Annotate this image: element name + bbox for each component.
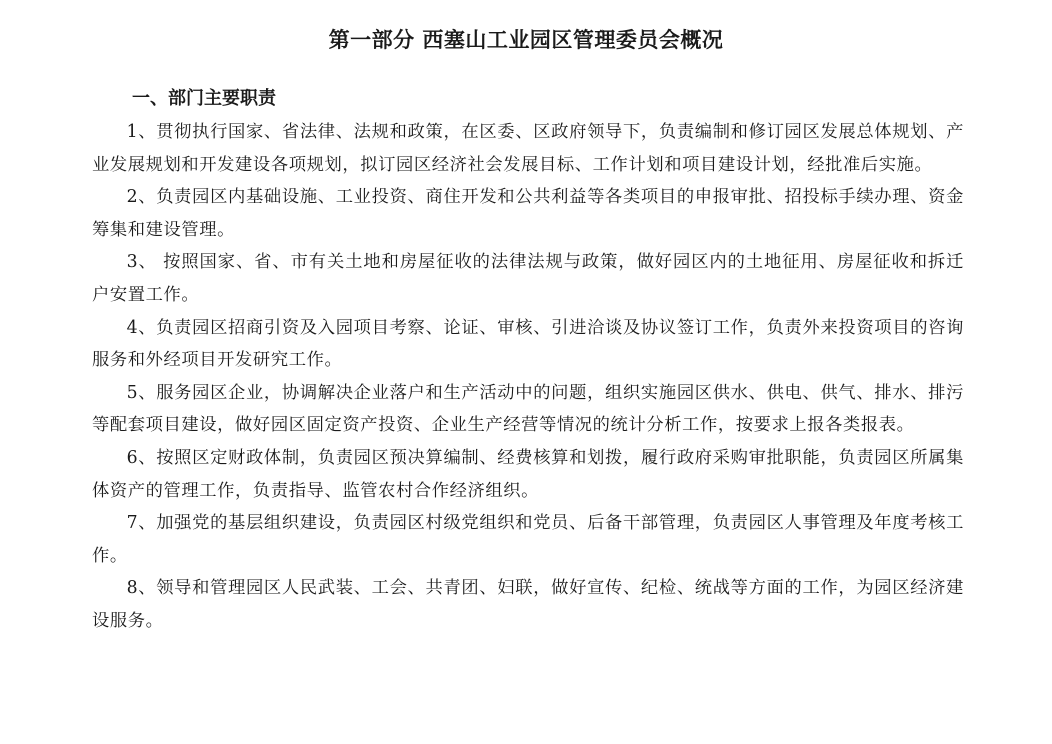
duty-paragraph-3: 3、 按照国家、省、市有关土地和房屋征收的法律法规与政策，做好园区内的土地征用、房屋征收和拆迁户安置工作。 [92,252,964,305]
duties-list [92,116,964,638]
duty-paragraph-2: 2、负责园区内基础设施、工业投资、商住开发和公共利益等各类项目的申报审批、招投标手续办理、资金筹集和建设管理。 [92,187,964,240]
duty-paragraph-8: 8、领导和管理园区人民武装、工会、共青团、妇联，做好宣传、纪检、统战等方面的工作，为园区经济建设服务。 [92,578,964,631]
duty-paragraph-5: 5、服务园区企业，协调解决企业落户和生产活动中的问题，组织实施园区供水、供电、供气、排水、排污等配套项目建设，做好园区固定资产投资、企业生产经营等情况的统计分析工作，按要求上报各类报表。 [92,382,964,436]
section-heading: 一、部门主要职责 [132,88,276,109]
page-title: 第一部分 西塞山工业园区管理委员会概况 [328,28,724,52]
duty-paragraph-6: 6、按照区定财政体制，负责园区预决算编制、经费核算和划拨，履行政府采购审批职能，负责园区所属集体资产的管理工作，负责指导、监管农村合作经济组织。 [92,447,964,501]
duty-paragraph-1: 1、贯彻执行国家、省法律、法规和政策，在区委、区政府领导下，负责编制和修订园区发展总体规划、产业发展规划和开发建设各项规划，拟订园区经济社会发展目标、工作计划和项目建设计划，经批准后实施。 [92,122,964,175]
duty-paragraph-4: 4、负责园区招商引资及入园项目考察、论证、审核、引进洽谈及协议签订工作，负责外来投资项目的咨询服务和外经项目开发研究工作。 [92,317,964,371]
duty-paragraph-7: 7、加强党的基层组织建设，负责园区村级党组织和党员、后备干部管理，负责园区人事管理及年度考核工作。 [92,513,964,566]
